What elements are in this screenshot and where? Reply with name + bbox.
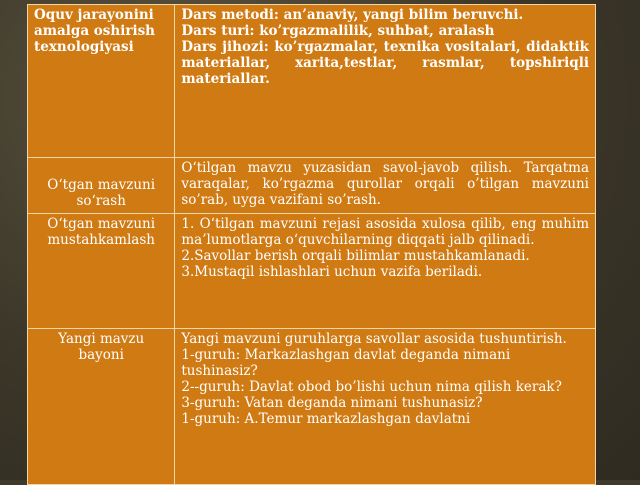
new-topic-line-5: 1-guruh: A.Temur markazlashgan davlatni <box>181 411 471 427</box>
table-row-header <box>28 5 596 158</box>
review-label-cell: O‘tgan mavzuni so‘rash <box>28 158 175 214</box>
lesson-method-cell <box>175 5 596 158</box>
new-topic-line-4: 3-guruh: Vatan deganda nimani tushunasiz? <box>181 395 483 411</box>
review-content-line: O‘tilgan mavzu yuzasidan savol-javob qilish. Tarqatma varaqalar, ko’rgazma qurollar orqali o’tilgan mavzuni so’rab, uyga vazifani so’rash. <box>181 160 589 208</box>
review-content-cell <box>175 158 596 214</box>
lesson-type-line: Dars turi: ko’rgazmalilik, suhbat, aralash <box>181 23 495 39</box>
reinforce-content-cell <box>175 214 596 329</box>
lesson-method-line: Dars metodi: an’anaviy, yangi bilim beruvchi. <box>181 7 524 23</box>
table-row-review <box>28 158 596 214</box>
lesson-equipment-line: Dars jihozi: ko’rgazmalar, texnika vositalari, didaktik materiallar, xarita,testlar, rasmlar, topshiriqli materiallar. <box>181 39 589 87</box>
reinforce-line-3: 3.Mustaqil ishlashlari uchun vazifa beriladi. <box>181 264 483 280</box>
new-topic-line-2: 1-guruh: Markazlashgan davlat deganda nimani tushinasiz? <box>181 347 511 379</box>
reinforce-line-1: 1. O‘tilgan mavzuni rejasi asosida xulosa qilib, eng muhim ma’lumotlarga o‘quvchilarning diqqati jalb qilinadi. <box>181 216 589 248</box>
technology-header-cell: Oquv jarayonini amalga oshirish texnologiyasi <box>28 5 175 158</box>
new-topic-line-3: 2--guruh: Davlat obod bo’lishi uchun nima qilish kerak? <box>181 379 562 395</box>
new-topic-content-cell <box>175 329 596 485</box>
new-topic-line-1: Yangi mavzuni guruhlarga savollar asosida tushuntirish. <box>181 331 567 347</box>
table-row-new-topic <box>28 329 596 485</box>
lesson-plan-table <box>27 4 596 485</box>
new-topic-label-cell: Yangi mavzu bayoni <box>28 329 175 485</box>
reinforce-label-cell: O‘tgan mavzuni mustahkamlash <box>28 214 175 329</box>
reinforce-line-2: 2.Savollar berish orqali bilimlar mustahkamlanadi. <box>181 248 530 264</box>
table-row-reinforce <box>28 214 596 329</box>
